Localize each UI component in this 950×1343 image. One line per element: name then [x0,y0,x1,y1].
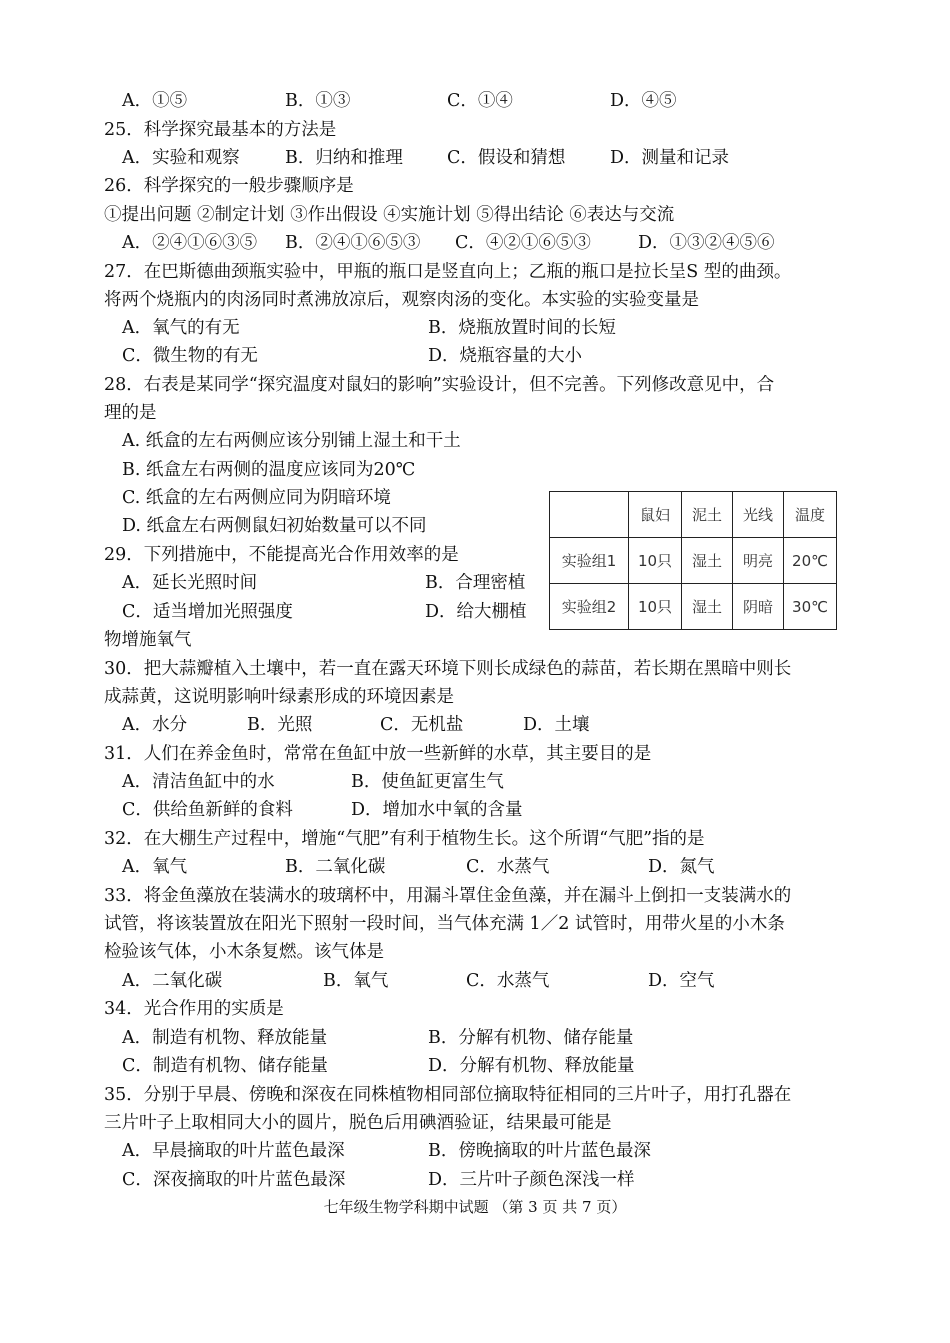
q30-option-c: C．无机盐 [380,715,464,735]
q24-option-b: B．①③ [285,91,351,111]
table-cell: 阴暗 [733,584,784,630]
table-cell: 10只 [629,538,682,584]
q35-stem-line1: 35．分别于早晨、傍晚和深夜在同株植物相同部位摘取特征相同的三片叶子，用打孔器在 [104,1085,792,1105]
q34-option-c: C．制造有机物、储存能量 [122,1056,328,1076]
q27-option-a: A．氧气的有无 [122,318,240,338]
q26-option-c: C．④②①⑥⑤③ [455,233,591,253]
table-cell: 10只 [629,584,682,630]
table-row [550,538,837,584]
q35-stem-line2: 三片叶子上取相同大小的圆片，脱色后用碘酒验证，结果最可能是 [104,1113,612,1133]
q33-option-d: D．空气 [648,971,715,991]
table-cell: 20℃ [784,538,837,584]
table-cell: 实验组1 [550,538,629,584]
table-row [550,584,837,630]
q32-option-b: B．二氧化碳 [285,857,386,877]
q34-option-b: B．分解有机物、储存能量 [428,1028,634,1048]
q34-option-a: A．制造有机物、释放能量 [122,1028,328,1048]
q25-stem: 25．科学探究最基本的方法是 [104,120,337,140]
q32-option-a: A．氧气 [122,857,188,877]
q33-stem-line1: 33．将金鱼藻放在装满水的玻璃杯中，用漏斗罩住金鱼藻，并在漏斗上倒扣一支装满水的 [104,886,792,906]
q27-stem-line2: 将两个烧瓶内的肉汤同时煮沸放凉后，观察肉汤的变化。本实验的实验变量是 [104,290,699,310]
table-header-cell [550,492,629,538]
table-header-cell: 鼠妇 [629,492,682,538]
q34-stem: 34．光合作用的实质是 [104,999,284,1019]
q30-option-b: B．光照 [247,715,313,735]
q32-option-d: D．氮气 [648,857,715,877]
q28-option-d: D. 纸盒左右两侧鼠妇初始数量可以不同 [122,516,427,536]
q28-option-b: B. 纸盒左右两侧的温度应该同为20℃ [122,460,416,480]
q25-option-c: C．假设和猜想 [447,148,566,168]
q33-stem-line3: 检验该气体，小木条复燃。该气体是 [104,942,384,962]
q24-option-a: A．①⑤ [122,91,188,111]
table-cell: 30℃ [784,584,837,630]
q27-option-c: C．微生物的有无 [122,346,258,366]
q31-option-b: B．使鱼缸更富生气 [351,772,504,792]
table-header-cell: 光线 [733,492,784,538]
q26-option-d: D．①③②④⑤⑥ [638,233,775,253]
q31-stem: 31．人们在养金鱼时，常常在鱼缸中放一些新鲜的水草，其主要目的是 [104,744,652,764]
q28-stem-line1: 28．右表是某同学“探究温度对鼠妇的影响”实验设计，但不完善。下列修改意见中，合 [104,375,775,395]
q31-option-a: A．清洁鱼缸中的水 [122,772,275,792]
q27-stem-line1: 27．在巴斯德曲颈瓶实验中，甲瓶的瓶口是竖直向上；乙瓶的瓶口是拉长呈S 型的曲颈。 [104,262,792,282]
q31-option-d: D．增加水中氧的含量 [351,800,523,820]
q26-option-a: A．②④①⑥③⑤ [122,233,258,253]
q34-option-d: D．分解有机物、释放能量 [428,1056,635,1076]
q33-option-c: C．水蒸气 [466,971,550,991]
q31-option-c: C．供给鱼新鲜的食料 [122,800,293,820]
q28-option-a: A. 纸盒的左右两侧应该分别铺上湿土和干土 [122,431,461,451]
table-cell: 湿土 [682,538,733,584]
page-footer: 七年级生物学科期中试题 （第 3 页 共 7 页） [323,1198,627,1216]
table-header-row [550,492,837,538]
table-header-cell: 泥土 [682,492,733,538]
q27-option-d: D．烧瓶容量的大小 [428,346,583,366]
q29-stem: 29．下列措施中，不能提高光合作用效率的是 [104,545,459,565]
q26-stem: 26．科学探究的一般步骤顺序是 [104,176,354,196]
q33-stem-line2: 试管，将该装置放在阳光下照射一段时间，当气体充满 1／2 试管时，用带火星的小木条 [104,914,785,934]
q27-option-b: B．烧瓶放置时间的长短 [428,318,616,338]
q35-option-b: B．傍晚摘取的叶片蓝色最深 [428,1141,651,1161]
q30-stem-line1: 30．把大蒜瓣植入土壤中，若一直在露天环境下则长成绿色的蒜苗，若长期在黑暗中则长 [104,659,792,679]
q25-option-d: D．测量和记录 [610,148,730,168]
q30-stem-line2: 成蒜黄，这说明影响叶绿素形成的环境因素是 [104,687,454,707]
q25-option-b: B．归纳和推理 [285,148,403,168]
q33-option-b: B．氧气 [323,971,389,991]
q26-option-b: B．②④①⑥⑤③ [285,233,421,253]
table-cell: 明亮 [733,538,784,584]
q29-option-b: B．合理密植 [425,573,526,593]
q32-option-c: C．水蒸气 [466,857,550,877]
experiment-table [549,491,837,630]
q29-option-c: C．适当增加光照强度 [122,602,293,622]
q25-option-a: A．实验和观察 [122,148,240,168]
q35-option-a: A．早晨摘取的叶片蓝色最深 [122,1141,345,1161]
q35-option-c: C．深夜摘取的叶片蓝色最深 [122,1170,346,1190]
table-cell: 实验组2 [550,584,629,630]
q24-option-c: C．①④ [447,91,513,111]
q29-option-d: D．给大棚植 [425,602,527,622]
q33-option-a: A．二氧化碳 [122,971,223,991]
table-header-cell: 温度 [784,492,837,538]
q28-option-c: C. 纸盒的左右两侧应同为阴暗环境 [122,488,391,508]
q30-option-a: A．水分 [122,715,188,735]
q32-stem: 32．在大棚生产过程中，增施“气肥”有利于植物生长。这个所谓“气肥”指的是 [104,829,705,849]
q29-option-d-wrap: 物增施氧气 [104,630,192,650]
q35-option-d: D．三片叶子颜色深浅一样 [428,1170,635,1190]
q29-option-a: A．延长光照时间 [122,573,258,593]
q26-steps: ①提出问题 ②制定计划 ③作出假设 ④实施计划 ⑤得出结论 ⑥表达与交流 [104,205,675,225]
q30-option-d: D．土壤 [523,715,590,735]
table-cell: 湿土 [682,584,733,630]
q28-stem-line2: 理的是 [104,403,157,423]
q24-option-d: D．④⑤ [610,91,677,111]
